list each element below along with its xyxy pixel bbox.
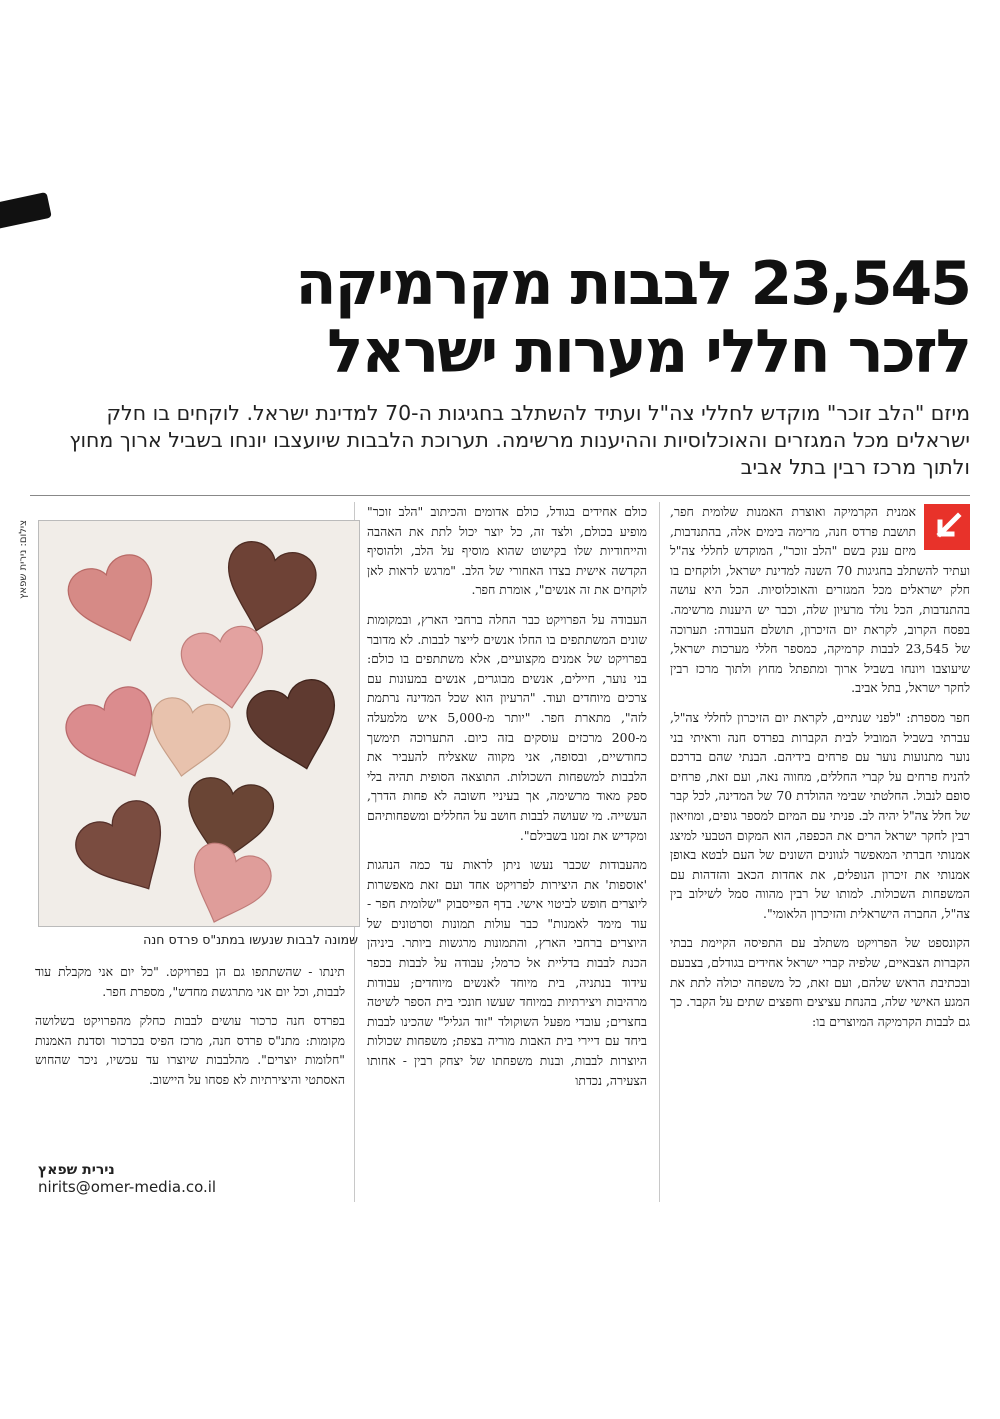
hearts-photo — [38, 520, 360, 927]
paragraph: כולם אחידים בגודל, כולם אדומים והכיתוב "הלב זוכר" מופיע בכולם, ולצד זה, כל יוצר יכול לתת את האהבה והייחודיות שלו בקישוט שהוא מוסיף על הלב, ולהוסיף הקדשה אישית בצדו האחורי של הלב. "מרגש לראות לאן לוקחים את זה אנשים", אומרת חפר. — [367, 504, 647, 598]
column-separator — [659, 502, 660, 1202]
photo-credit: צילום: נירית שפאץ — [18, 520, 29, 600]
column-left — [35, 962, 345, 1100]
ceramic-hearts-image — [39, 521, 359, 926]
divider — [30, 495, 970, 496]
paragraph: מהעבודות שכבר נעשו ניתן לראות עד כמה הנהגות 'אוספות' את היצירות לפרויקט אחד ועם זאת מאפשרות ליוצרים חופש לביטוי אישי. בדף הפייסבוק "שלומית חפר - עוד מימד לאמנות" כבר עולות תמונות וסרטונים של היוצרים ברחבי הארץ, והתמונות מרגשות ביותר. ביניהן הכנת לבבות בדליית אל כרמל; עבודה על לבבות בכפר עידוד בנתניה, בית מיוחד לאנשים מיוחדים; עבודות מרהיבות ויצירתיות במיוחד שעשו חונכי בית הספר לשיטה בחצרים; עובדי מפעל השוקולד "זוד הגליל" שהכינו לבבות ביחד עם דיירי בית האבות מוריה בצפת; משפחות שכולות היוצרות לבבות, ובנות משפחתו של יצחק רבין - אחותו הצעירה, נכדתו — [367, 857, 647, 1088]
decorative-corner-mark — [0, 192, 52, 234]
photo-caption: שמונה לבבות שנעשו במתנ"ס פרדס חנה — [143, 932, 358, 947]
column-right — [670, 502, 970, 1041]
subheading: מיזם "הלב זוכר" מוקדש לחללי צה"ל ועתיד להשתלב בחגיגות ה-70 למדינת ישראל. לוקחים בו חלק ישראלים מכל המגזרים והאוכלוסיות וההיענות מרשימה. תערוכת הלבבות שיועצבו יונחו בשביל ארוך מחוץ ולתוך מרכז רבין בתל אביב — [69, 401, 970, 479]
author-name: נירית שפאץ — [38, 1162, 115, 1178]
newspaper-clipping — [10, 240, 995, 1215]
headline: 23,545 לבבות מקרמיקה לזכר חללי מערות ישראל — [295, 249, 970, 387]
paragraph: אמנית הקרמיקה ואוצרת האמנות שלומית חפר, תושבת פרדס חנה, מרימה בימים אלה, בהתנדבות, מיזם ענק בשם "הלב זוכר", המוקדש לחללי צה"ל ועתיד להשתלב בחגיגות 70 השנה למדינת ישראל, ולוקחים בו חלק ישראלים מכל המגזרים והאוכלוסיות. הכל היא עושה בהתנדבות, הכל נולד מרעיון שלה, וכבר יש היענות מרשימה. בפסח הקרוב, לקראת יום הזיכרון, תושלם העבודה: תערוכה של 23,545 לבבות קרמיקה, כמספר חללי מערכות ישראל, שיעוצבו ויונחו בשביל ארוך ומתפתל מחוץ ולתוך מרכז רבין לחקר ישראל, בתל אביב. — [670, 504, 971, 696]
paragraph: בפרדס חנה כרכור עושים לבבות כחלק מהפרויקט בשלושה מקומות: מתנ"ס פרדס חנה, מרכז הפיס בכרכור וסדנת האמנות "חלומות יוצרים". מהלבבות שיוצרו עד עכשיו, ניכר שהחוש האסתטי והיצירתיות לא פסחו על היישוב. — [35, 1013, 345, 1087]
paragraph: הקונספט של הפרויקט משתלב עם התפיסה הקיימת בבתי הקברות הצבאיים, שלפיה קברי ישראל אחידים בגודלם, בצבעם ובכתיבת הראש שלהם, ועם זאת, כל משפחה יכולה לתת את המגע האישי שלה, בהנחת עציצים וחפצים שתים על הקבר. כך גם לבבות הקרמיקה המיוצרים בו: — [670, 935, 970, 1029]
arrow-down-left-icon — [924, 504, 970, 550]
paragraph: תינתו - שהשתתפו גם הן בפרויקט. "כל יום אני מקבלת עוד לבבות, וכל יום אני מתרגשת מחדש", מספרת חפר. — [35, 964, 345, 999]
byline — [38, 1162, 358, 1196]
author-email: nirits@omer-media.co.il — [38, 1178, 217, 1196]
column-middle — [367, 502, 647, 1100]
paragraph: חפר מספרת: "לפני שנתיים, לקראת יום הזיכרון לחללי צה"ל, עברתי בשביל המוביל לבית הקברות בפרדס חנה וראיתי בני נוער מתנועות נוער עם פרחים בידיהם. הבנתי שהם בדרכם להניח פרחים על קברי החללים, מחווה נאה, ועם זאת, פרחים סופם לנבול. החלטתי שבימי ההולדת 70 של המדינה, לכל קבר של חלל צה"ל יהיה לב. פניתי עם המיזם למספר גופים, ומוזיאון רבין לחקר ישראל הרים את הכפפה, הוא המקום הטבעי למיצג אמנותי חברתי המאפשר לגוונים השונים של העם לבטא באופן אמנותי את זיכרון הנופלים, את אחדות הכאב והזדהות עם המשפחות השכולות. למותו של רבין מהווה סמל לשילוב בין צה"ל, החברה הישראלית והזיכרון הלאומי". — [670, 709, 970, 921]
paragraph: העבודה על הפרויקט כבר החלה ברחבי הארץ, ובמקומות שונים המשתתפים בו החלו אנשים לייצר לבבות. לא מדובר בפרויקט של אמנים מקצועיים, אלא משתתפים בו כולם: בני נוער, חיילים, אנשים מבוגרים, אנשים במעונות עם צרכים מיוחדים ועוד. "הרעיון הוא שכל המדינה נרתמת לזה", מתארת חפר. "יותר מ-5,000 איש מלמעלה מ-200 מרכזים עוסקים בזה כיום. התערוכה תימשך כחודשיים, ובסופה, אני מקווה שאצליח להעביר את הלבבות למשפחות השכולות. התוצאה הסופית תהיה בלי ספק מאוד מרשימה, אך בעיניי חשובה לא פחות הדרך, העשייה. מי שעושה לבבות חושב על החללים ומשפחותיהם ומקדיש את זמנו בשבילם". — [367, 611, 647, 843]
